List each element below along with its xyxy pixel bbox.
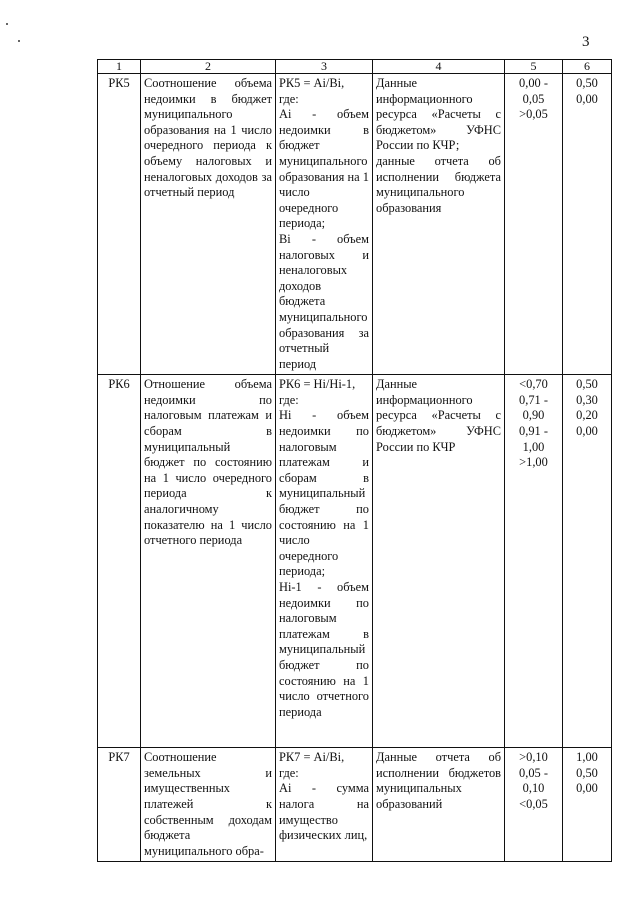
row-scores: 0,50 0,30 0,20 0,00: [563, 375, 612, 748]
row-scores: 1,00 0,50 0,00: [563, 748, 612, 862]
row-values: 0,00 - 0,05 >0,05: [505, 74, 563, 375]
row-values: >0,10 0,05 - 0,10 <0,05: [505, 748, 563, 862]
header-cell: 4: [373, 60, 505, 74]
scan-speck: [6, 23, 8, 25]
row-formula: РК5 = Ai/Bi, где: Ai - объем недоимки в бюджет муниципального образования на 1 число очередного периода; Bi - объем налоговых и неналоговых доходов бюджета муниципального образования за отчетный период: [276, 74, 373, 375]
page-number: 3: [582, 34, 590, 50]
row-code: РК5: [98, 74, 141, 375]
header-cell: 1: [98, 60, 141, 74]
table-header-row: [98, 60, 612, 74]
row-code: РК6: [98, 375, 141, 748]
row-values: <0,70 0,71 - 0,90 0,91 - 1,00 >1,00: [505, 375, 563, 748]
header-cell: 6: [563, 60, 612, 74]
table-row: [98, 375, 612, 748]
row-source: Данные информационного ресурса «Расчеты с бюджетом» УФНС России по КЧР; данные отчета об исполнении бюджета муниципального образования: [373, 74, 505, 375]
row-indicator: Соотношение объема недоимки в бюджет муниципального образования на 1 число очередного периода к объему налоговых и неналоговых доходов за отчетный период: [141, 74, 276, 375]
row-code: РК7: [98, 748, 141, 862]
criteria-table: [97, 59, 612, 862]
row-indicator: Отношение объема недоимки по налоговым платежам и сборам в муниципальный бюджет по состоянию на 1 число очередного периода к аналогичному показателю на 1 число отчетного периода: [141, 375, 276, 748]
table-row: [98, 74, 612, 375]
header-cell: 2: [141, 60, 276, 74]
scan-speck: [18, 40, 20, 42]
table-row: [98, 748, 612, 862]
header-cell: 5: [505, 60, 563, 74]
row-formula: РК6 = Hi/Hi-1, где: Hi - объем недоимки по налоговым платежам и сборам в муниципальный бюджет по состоянию на 1 число очередного периода; Hi-1 - объем недоимки по налоговым платежам в муниципальный бюджет по состоянию на 1 число отчетного периода: [276, 375, 373, 748]
header-cell: 3: [276, 60, 373, 74]
row-indicator: Соотношение земельных и имущественных платежей к собственным доходам бюджета муниципального обра-: [141, 748, 276, 862]
row-formula: РК7 = Ai/Bi, где: Ai - сумма налога на имущество физических лиц,: [276, 748, 373, 862]
row-source: Данные информационного ресурса «Расчеты с бюджетом» УФНС России по КЧР: [373, 375, 505, 748]
row-source: Данные отчета об исполнении бюджетов муниципальных образований: [373, 748, 505, 862]
row-scores: 0,50 0,00: [563, 74, 612, 375]
